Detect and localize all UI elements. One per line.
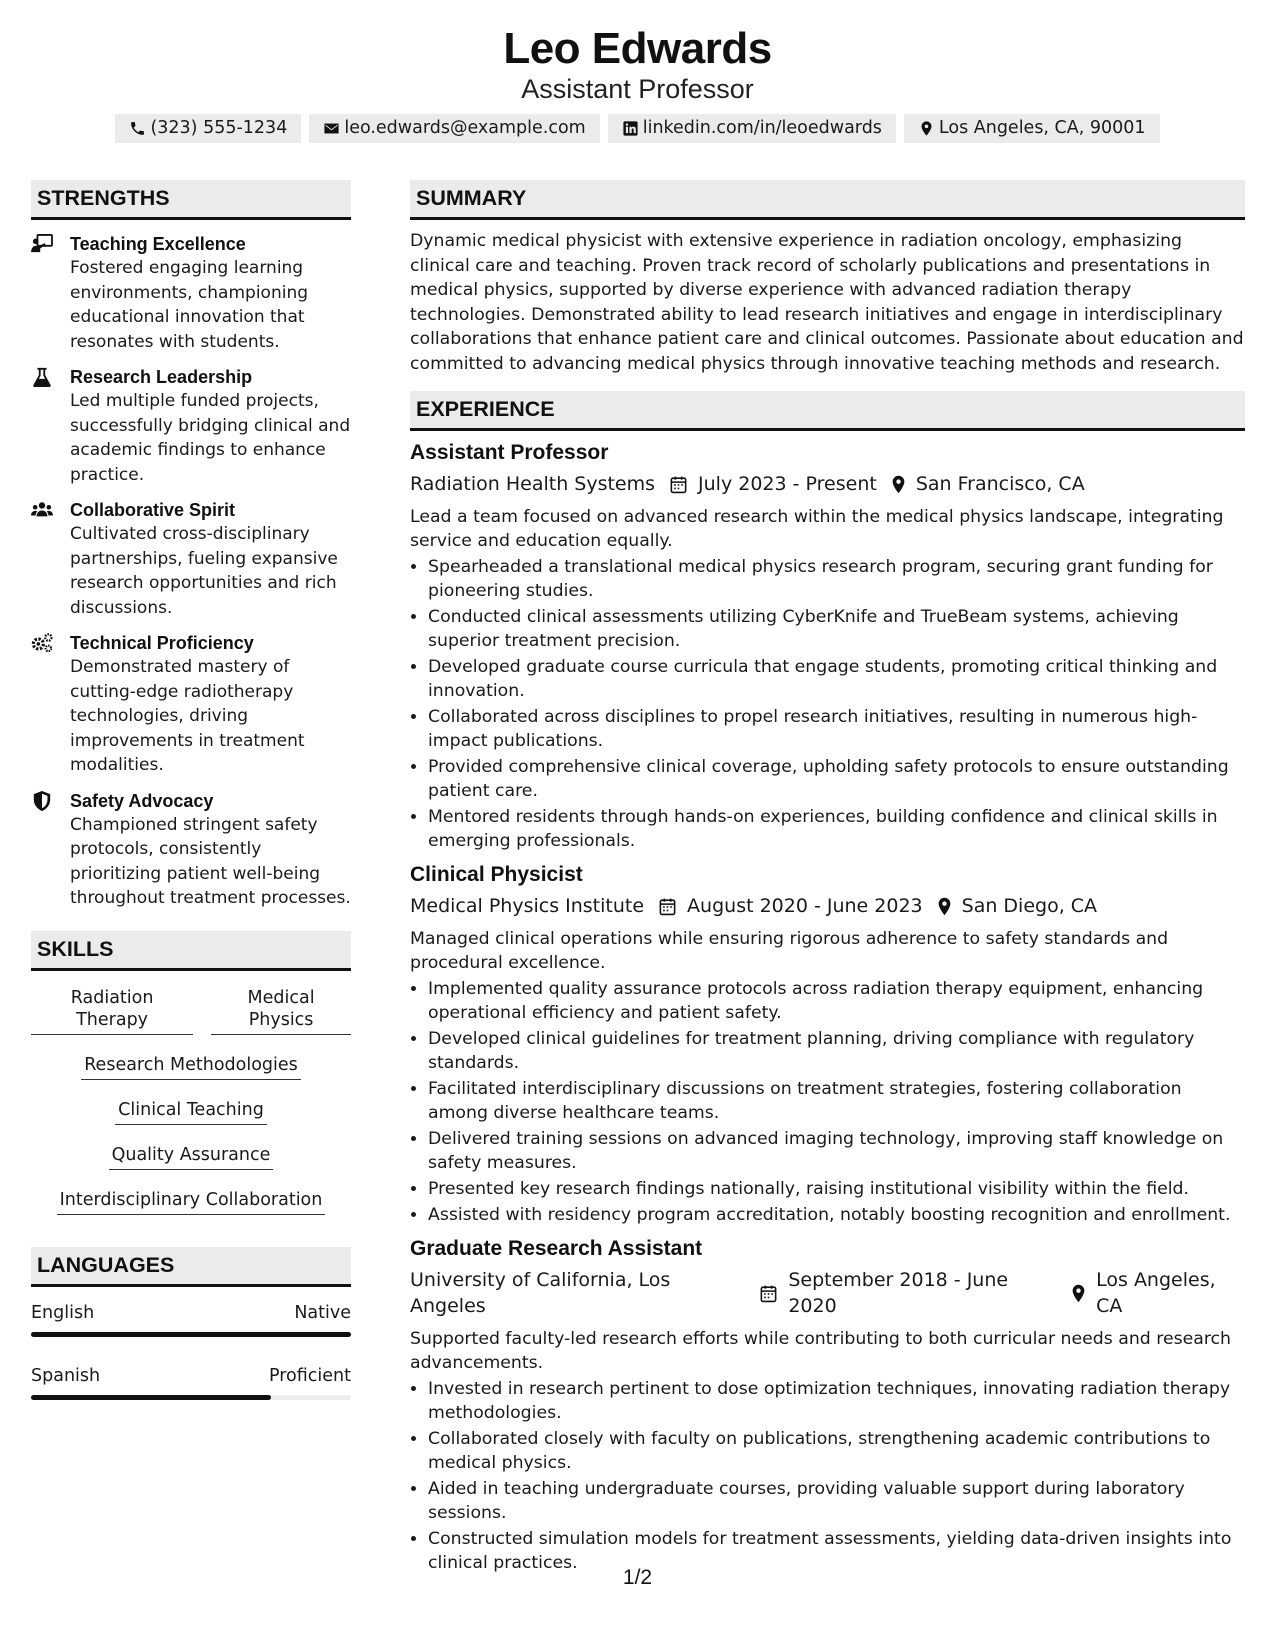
job-bullets: [410, 555, 1245, 853]
contact-location: [904, 114, 1160, 143]
job-bullet: • Collaborated closely with faculty on publications, strengthening academic contributions to medical physics.: [428, 1427, 1245, 1475]
language-name: English: [31, 1302, 95, 1323]
skills-heading: SKILLS: [31, 931, 351, 971]
strengths-list: [31, 232, 351, 911]
language-bar-fill: [31, 1332, 351, 1337]
contact-phone-text: (323) 555-1234: [150, 118, 288, 138]
linkedin-icon: [622, 120, 639, 137]
language-level: Proficient: [269, 1365, 351, 1386]
contact-email[interactable]: [309, 114, 599, 143]
job-title: Assistant Professor: [410, 441, 609, 464]
calendar-icon: [669, 475, 688, 494]
flask-icon: [31, 365, 70, 487]
job-bullets: [410, 977, 1245, 1227]
skills-row: [31, 987, 351, 1035]
skills-row: [31, 1189, 351, 1215]
strength-desc: Led multiple funded projects, successfully bridging clinical and academic findings to enhance practice.: [70, 391, 351, 485]
skill-tag: Research Methodologies: [81, 1054, 301, 1080]
language-item: [31, 1364, 351, 1400]
job-bullet: • Provided comprehensive clinical coverage, upholding safety protocols to ensure outstanding patient care.: [428, 755, 1245, 803]
job-bullet: • Facilitated interdisciplinary discussions on treatment strategies, fostering collaboration among diverse healthcare teams.: [428, 1077, 1245, 1125]
contact-bar: [0, 114, 1275, 143]
job-dates: September 2018 - June 2020: [788, 1269, 1009, 1317]
job-meta: [410, 893, 1245, 919]
phone-icon: [129, 120, 146, 137]
job-bullet: • Conducted clinical assessments utilizing CyberKnife and TrueBeam systems, achieving superior treatment precision.: [428, 605, 1245, 653]
map-pin-icon: [1069, 1284, 1088, 1303]
job-bullet: • Delivered training sessions on advanced imaging technology, improving staff knowledge on safety measures.: [428, 1127, 1245, 1175]
job-company: Radiation Health Systems: [410, 473, 656, 495]
job-dates: August 2020 - June 2023: [687, 895, 923, 917]
shield-icon: [31, 789, 70, 911]
candidate-name: Leo Edwards: [503, 24, 772, 73]
job-dates: July 2023 - Present: [698, 473, 877, 495]
job-bullet: • Constructed simulation models for treatment assessments, yielding data-driven insights into clinical practices.: [428, 1527, 1245, 1575]
experience-heading: EXPERIENCE: [410, 391, 1245, 431]
skills-row: [31, 1099, 351, 1125]
job-title: Clinical Physicist: [410, 863, 583, 886]
strength-desc: Cultivated cross-disciplinary partnerships, fueling expansive research opportunities and rich discussions.: [70, 524, 338, 618]
job-title: Graduate Research Assistant: [410, 1237, 703, 1260]
language-bar-fill: [31, 1395, 271, 1400]
map-pin-icon: [889, 475, 908, 494]
job-description: Managed clinical operations while ensuring rigorous adherence to safety standards and procedural excellence.: [410, 929, 1169, 973]
job-bullet: • Presented key research findings nationally, raising institutional visibility within the field.: [428, 1177, 1245, 1201]
job-bullet: • Invested in research pertinent to dose optimization techniques, innovating radiation therapy methodologies.: [428, 1377, 1245, 1425]
summary-heading: SUMMARY: [410, 180, 1245, 220]
calendar-icon: [658, 897, 677, 916]
language-bar: [31, 1332, 351, 1337]
contact-email-text: leo.edwards@example.com: [344, 118, 586, 138]
job-description: Supported faculty-led research efforts while contributing to both curricular needs and research advancements.: [410, 1329, 1232, 1373]
resume-header: [0, 0, 1275, 143]
job-company: University of California, Los Angeles: [410, 1269, 671, 1317]
strength-item: [31, 631, 351, 778]
contact-location-text: Los Angeles, CA, 90001: [938, 118, 1146, 138]
experience-list: [410, 439, 1245, 1575]
strength-item: [31, 232, 351, 354]
left-column: [31, 180, 351, 1427]
job-meta: [410, 471, 1245, 497]
calendar-icon: [759, 1284, 778, 1303]
skills-row: [31, 1054, 351, 1080]
language-item: [31, 1301, 351, 1337]
job-bullet: • Aided in teaching undergraduate courses, providing valuable support during laboratory sessions.: [428, 1477, 1245, 1525]
job-location: San Francisco, CA: [915, 473, 1085, 495]
strength-title: Collaborative Spirit: [70, 500, 236, 520]
job-location: San Diego, CA: [961, 895, 1098, 917]
chalkboard-teacher-icon: [31, 232, 70, 354]
skill-tag: Medical Physics: [211, 987, 351, 1035]
strength-item: [31, 365, 351, 487]
skills-list: [31, 987, 351, 1215]
languages-heading: LANGUAGES: [31, 1247, 351, 1287]
skill-tag: Radiation Therapy: [31, 987, 193, 1035]
job-bullet: • Developed clinical guidelines for treatment planning, driving compliance with regulatory standards.: [428, 1027, 1245, 1075]
strength-title: Technical Proficiency: [70, 633, 254, 653]
skill-tag: Interdisciplinary Collaboration: [57, 1189, 326, 1215]
job-entry: [410, 1235, 1245, 1575]
job-company: Medical Physics Institute: [410, 895, 645, 917]
strength-title: Safety Advocacy: [70, 790, 214, 811]
strength-title: Teaching Excellence: [70, 234, 246, 254]
strength-desc: Demonstrated mastery of cutting-edge radiotherapy technologies, driving improvements in treatment modalities.: [70, 657, 305, 775]
language-bar: [31, 1395, 351, 1400]
languages-list: [31, 1301, 351, 1400]
job-bullet: • Mentored residents through hands-on experiences, building confidence and clinical skills in emerging professionals.: [428, 805, 1245, 853]
job-bullet: • Implemented quality assurance protocols across radiation therapy equipment, enhancing operational efficiency and patient safety.: [428, 977, 1245, 1025]
summary-text: Dynamic medical physicist with extensive experience in radiation oncology, emphasizing clinical care and teaching. Proven track record of scholarly publications and presentations in medical physics, supported by diverse experience with advanced radiation therapy technologies. Demonstrated ability to lead research initiatives and engage in interdisciplinary collaborations that enhance patient care and clinical outcomes. Passionate about education and committed to advancing medical physics through innovative teaching methods and research.: [410, 231, 1244, 374]
candidate-title: Assistant Professor: [521, 74, 754, 104]
users-icon: [31, 498, 70, 620]
contact-phone[interactable]: [115, 114, 301, 143]
strength-title: Research Leadership: [70, 367, 253, 387]
envelope-icon: [323, 120, 340, 137]
strength-item: [31, 789, 351, 911]
page-number: 1/2: [622, 1566, 653, 1589]
strength-desc: Fostered engaging learning environments, championing educational innovation that resonates with students.: [70, 258, 309, 352]
right-column: [410, 180, 1245, 1577]
job-bullets: [410, 1377, 1245, 1575]
contact-linkedin[interactable]: [608, 114, 896, 143]
map-pin-icon: [935, 897, 954, 916]
job-entry: [410, 439, 1245, 853]
job-bullet: • Assisted with residency program accreditation, notably boosting recognition and enrollment.: [428, 1203, 1245, 1227]
language-level: Native: [294, 1302, 351, 1323]
map-pin-icon: [918, 120, 935, 137]
job-meta: [410, 1267, 1245, 1319]
job-entry: [410, 861, 1245, 1227]
skill-tag: Quality Assurance: [109, 1144, 274, 1170]
strengths-heading: STRENGTHS: [31, 180, 351, 220]
strength-item: [31, 498, 351, 620]
contact-linkedin-text: linkedin.com/in/leoedwards: [642, 118, 882, 138]
language-name: Spanish: [31, 1365, 101, 1386]
skills-row: [31, 1144, 351, 1170]
skill-tag: Clinical Teaching: [115, 1099, 267, 1125]
gears-icon: [31, 631, 70, 778]
strength-desc: Championed stringent safety protocols, consistently prioritizing patient well-being throughout treatment processes.: [70, 814, 351, 908]
job-location: Los Angeles, CA: [1096, 1269, 1216, 1317]
job-bullet: • Spearheaded a translational medical physics research program, securing grant funding for pioneering studies.: [428, 555, 1245, 603]
job-bullet: • Collaborated across disciplines to propel research initiatives, resulting in numerous high-impact publications.: [428, 705, 1245, 753]
job-description: Lead a team focused on advanced research within the medical physics landscape, integrating service and education equally.: [410, 507, 1224, 551]
job-bullet: • Developed graduate course curricula that engage students, promoting critical thinking and innovation.: [428, 655, 1245, 703]
